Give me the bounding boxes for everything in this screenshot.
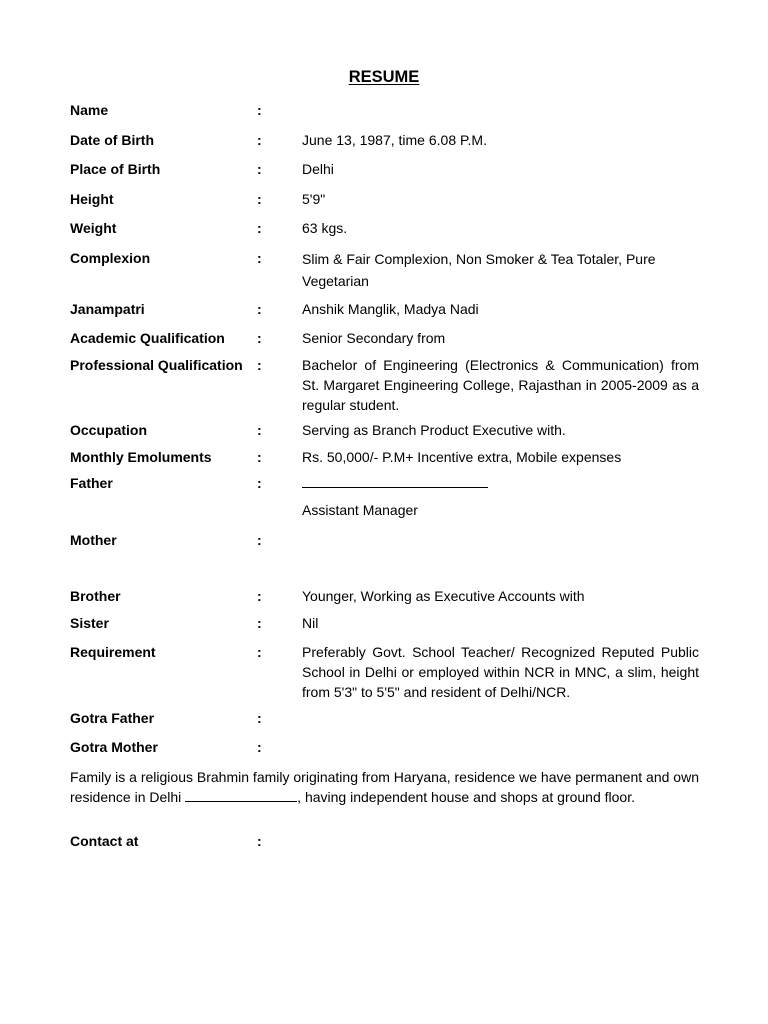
field-colon: :	[257, 330, 262, 346]
field-colon: :	[257, 588, 262, 604]
page-title	[0, 68, 768, 87]
field-label: Sister	[70, 615, 109, 631]
field-colon: :	[257, 357, 262, 373]
field-label: Mother	[70, 532, 117, 548]
field-colon: :	[257, 161, 262, 177]
field-value: Assistant Manager	[302, 502, 418, 518]
field-label: Father	[70, 475, 113, 491]
field-value: Delhi	[302, 161, 334, 177]
title-text: RESUME	[348, 68, 420, 86]
field-value: Nil	[302, 615, 319, 631]
field-label: Date of Birth	[70, 132, 154, 148]
blank-underline	[302, 473, 488, 488]
field-value: 63 kgs.	[302, 220, 348, 236]
field-value: Preferably Govt. School Teacher/ Recognized Reputed Public School in Delhi or employed within NCR in MNC, a slim, height from 5'3" to 5'5" and resident of Delhi/NCR.	[302, 644, 699, 700]
field-colon: :	[257, 102, 262, 118]
family-paragraph	[70, 767, 699, 807]
family-paragraph-part2: , having independent house and shops at ground floor.	[297, 789, 635, 805]
field-colon: :	[257, 191, 262, 207]
field-label: Complexion	[70, 250, 151, 266]
field-label: Name	[70, 102, 109, 118]
field-value: Anshik Manglik, Madya Nadi	[302, 301, 479, 317]
field-label: Janampatri	[70, 301, 145, 317]
field-label: Weight	[70, 220, 117, 236]
field-value: Senior Secondary from	[302, 330, 446, 346]
field-colon: :	[257, 710, 262, 726]
field-colon: :	[257, 132, 262, 148]
field-value: 5'9"	[302, 191, 326, 207]
field-label: Height	[70, 191, 114, 207]
field-label: Occupation	[70, 422, 148, 438]
field-colon: :	[257, 739, 262, 755]
field-value: Serving as Branch Product Executive with.	[302, 422, 566, 438]
field-value: Rs. 50,000/- P.M+ Incentive extra, Mobile expenses	[302, 449, 622, 465]
field-label: Gotra Mother	[70, 739, 158, 755]
field-value: June 13, 1987, time 6.08 P.M.	[302, 132, 487, 148]
field-colon: :	[257, 449, 262, 465]
field-label: Professional Qualification	[70, 357, 243, 373]
field-label: Gotra Father	[70, 710, 155, 726]
field-colon: :	[257, 301, 262, 317]
field-label: Brother	[70, 588, 121, 604]
blank-underline	[185, 788, 297, 802]
field-colon: :	[257, 532, 262, 548]
field-colon: :	[257, 644, 262, 660]
field-colon: :	[257, 475, 262, 491]
field-value: Younger, Working as Executive Accounts with	[302, 588, 585, 604]
field-value: Slim & Fair Complexion, Non Smoker & Tea Totaler, Pure Vegetarian	[302, 251, 656, 289]
field-colon: :	[257, 615, 262, 631]
field-colon: :	[257, 422, 262, 438]
field-label: Requirement	[70, 644, 156, 660]
field-colon: :	[257, 220, 262, 236]
father-blank-line	[302, 473, 699, 493]
field-colon: :	[257, 833, 262, 849]
family-paragraph-part1: Family is a religious Brahmin family originating from Haryana, residence we have permanent and own residence in Delhi	[70, 769, 699, 805]
field-label: Contact at	[70, 833, 139, 849]
field-colon: :	[257, 250, 262, 266]
field-label: Academic Qualification	[70, 330, 225, 346]
field-label: Place of Birth	[70, 161, 161, 177]
field-value: Bachelor of Engineering (Electronics & Communication) from St. Margaret Engineering College, Rajasthan in 2005-2009 as a regular student.	[302, 357, 699, 413]
field-label: Monthly Emoluments	[70, 449, 212, 465]
